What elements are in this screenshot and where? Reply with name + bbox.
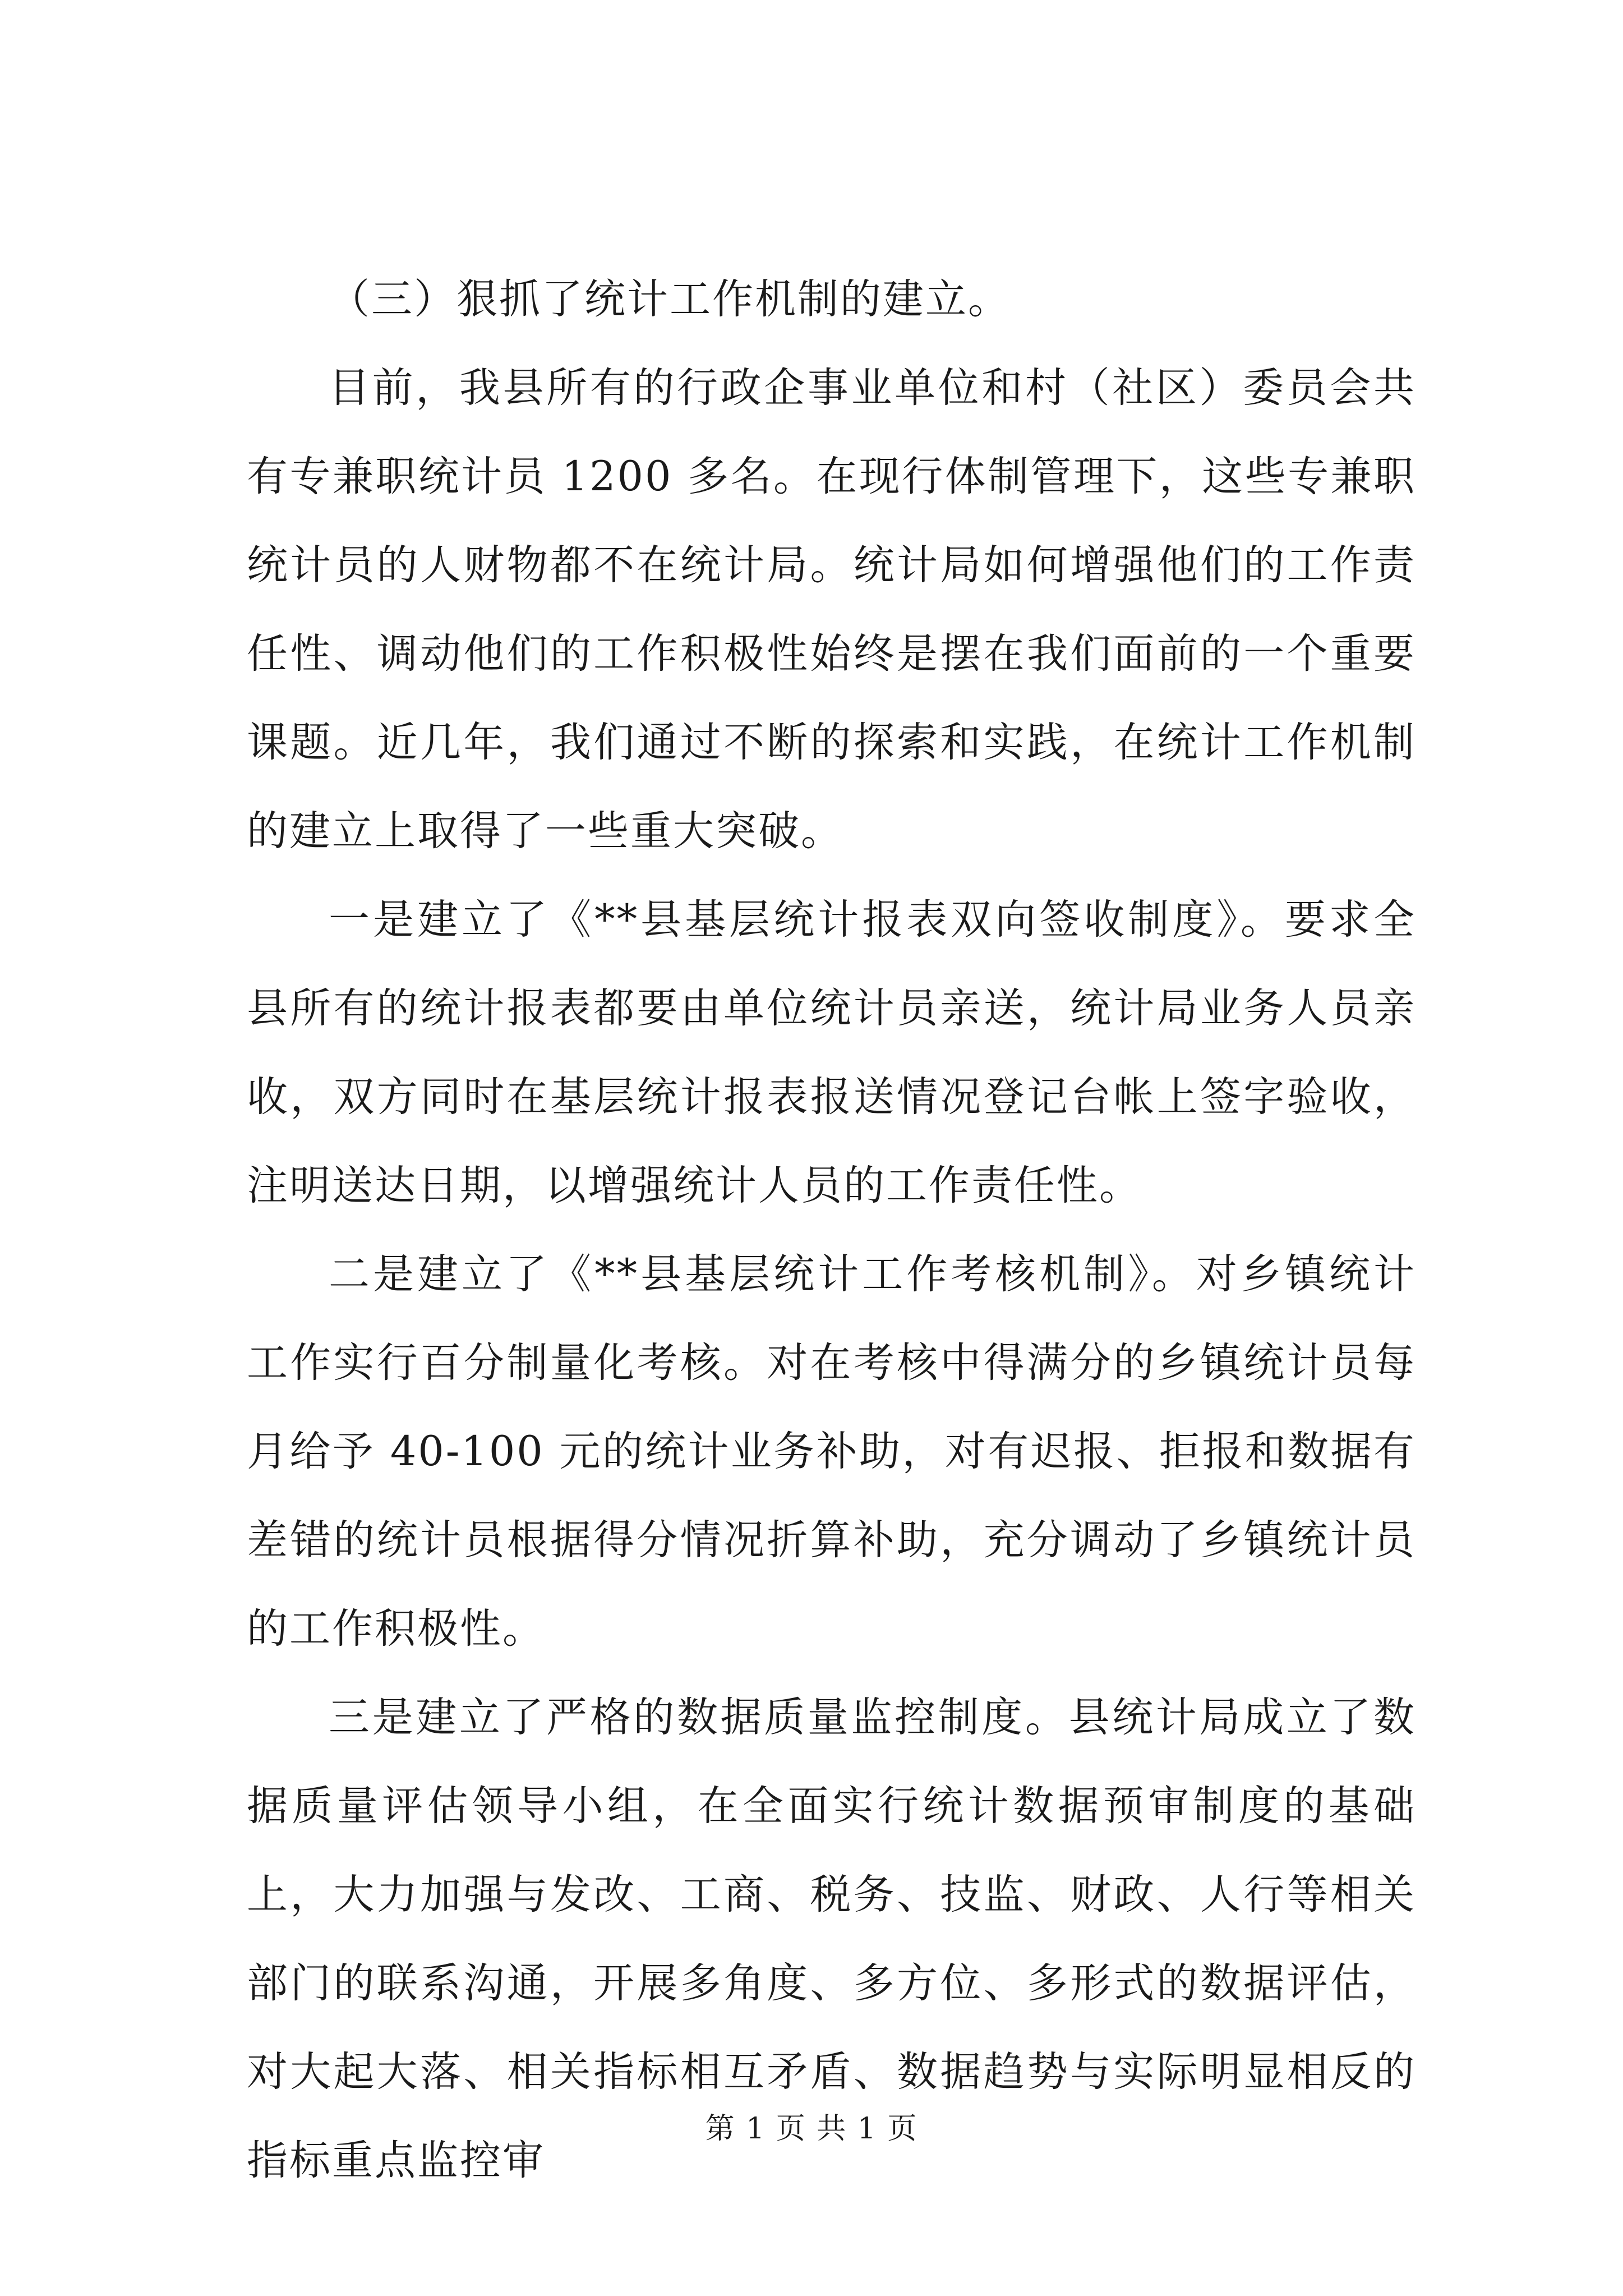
- document-body: [247, 255, 1416, 2205]
- section-heading: （三）狠抓了统计工作机制的建立。: [329, 275, 1011, 323]
- paragraph-third-mechanism: 三是建立了严格的数据质量监控制度。县统计局成立了数据质量评估领导小组，在全面实行统计数据预审制度的基础上，大力加强与发改、工商、税务、技监、财政、人行等相关部门的联系沟通，开展多角度、多方位、多形式的数据评估，对大起大落、相关指标相互矛盾、数据趋势与实际明显相反的指标重点监控审: [247, 1694, 1416, 2184]
- paragraph-second-mechanism: 二是建立了《**县基层统计工作考核机制》。对乡镇统计工作实行百分制量化考核。对在考核中得满分的乡镇统计员每月给予 40-100 元的统计业务补助，对有迟报、拒报和数据有差错的统计员根据得分情况折算补助，充分调动了乡镇统计员的工作积极性。: [247, 1250, 1416, 1653]
- paragraph-first-mechanism: 一是建立了《**县基层统计报表双向签收制度》。要求全县所有的统计报表都要由单位统计员亲送，统计局业务人员亲收，双方同时在基层统计报表报送情况登记台帐上签字验收，注明送达日期，以增强统计人员的工作责任性。: [247, 896, 1416, 1209]
- paragraph-intro: 目前，我县所有的行政企事业单位和村（社区）委员会共有专兼职统计员 1200 多名。在现行体制管理下，这些专兼职统计员的人财物都不在统计局。统计局如何增强他们的工作责任性、调动他们的工作积极性始终是摆在我们面前的一个重要课题。近几年，我们通过不断的探索和实践，在统计工作机制的建立上取得了一些重大突破。: [247, 364, 1416, 855]
- page-footer: 第 1 页 共 1 页: [705, 2112, 918, 2146]
